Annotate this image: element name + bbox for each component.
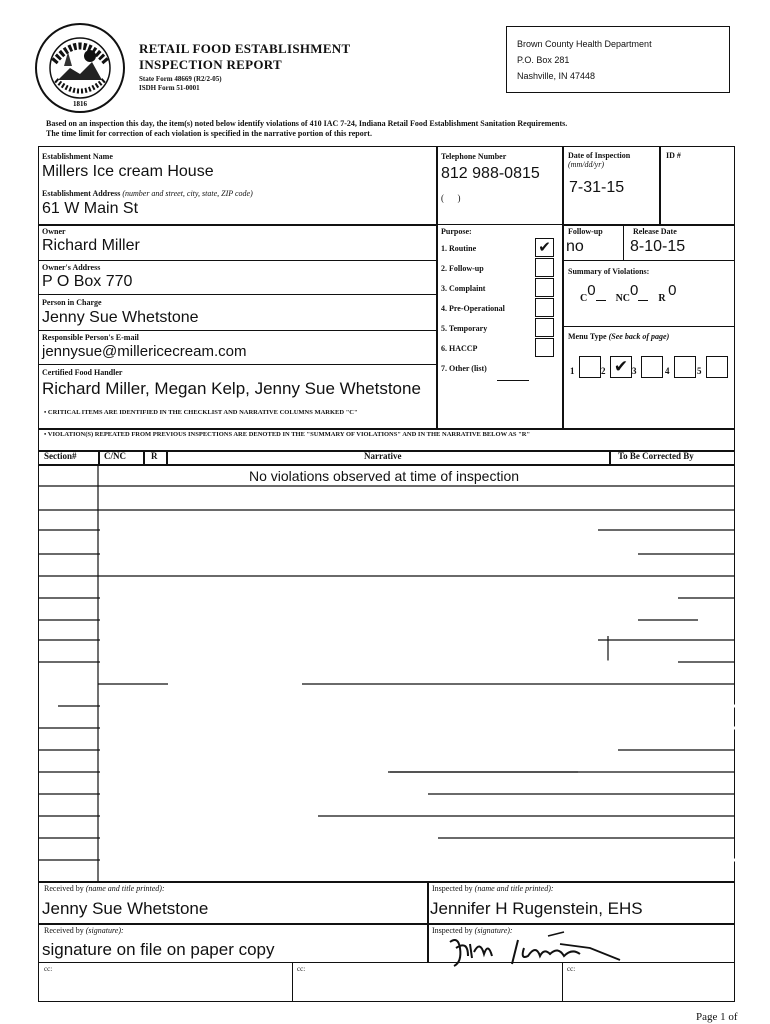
inspected-by-hint: (name and title printed): (474, 884, 554, 893)
establishment-name-label: Establishment Name (42, 152, 113, 161)
col-section: Section# (44, 451, 77, 461)
repeat-count[interactable]: 0 (668, 282, 677, 299)
menu-type-number: 5 (697, 366, 702, 376)
menu-type-checkbox[interactable]: ✔ (610, 356, 632, 378)
critical-label: C (580, 293, 588, 304)
col-corrected-by: To Be Corrected By (618, 451, 694, 461)
intro-line-1: Based on an inspection this day, the item(s) noted below identify violations of 410 IAC 7-24, Indiana Retail Food Establishment Sanitation Requirements. (46, 119, 568, 128)
menu-type-label-wrap (568, 332, 669, 341)
dept-address-1: P.O. Box 281 (517, 55, 570, 65)
followup-label: Follow-up (568, 227, 603, 236)
menu-type-number: 4 (665, 366, 670, 376)
dept-address-2: Nashville, IN 47448 (517, 71, 596, 81)
report-title (139, 41, 350, 73)
repeat-label: R (658, 293, 666, 304)
menu-type-checkbox[interactable] (706, 356, 728, 378)
received-by-label-wrap (44, 884, 165, 893)
menu-type-number: 2 (601, 366, 606, 376)
narrative-rules (38, 466, 735, 882)
telephone-value[interactable]: 812 988-0815 (441, 165, 540, 182)
received-signature-label-wrap (44, 926, 124, 935)
followup-value[interactable]: no (566, 238, 584, 255)
col-cnc: C/NC (104, 451, 126, 461)
owner-value[interactable]: Richard Miller (42, 237, 140, 254)
page-number: Page 1 of (696, 1011, 738, 1023)
menu-type-checkbox[interactable] (641, 356, 663, 378)
noncritical-count[interactable]: 0 (630, 282, 639, 299)
inspected-by-label-wrap (432, 884, 554, 893)
cc-label-2: cc: (297, 965, 306, 973)
col-r: R (151, 451, 158, 461)
purpose-checkbox[interactable] (535, 258, 554, 277)
telephone-label: Telephone Number (441, 152, 507, 161)
form-numbers (139, 75, 222, 93)
inspector-name[interactable]: Jennifer H Rugenstein, EHS (430, 899, 643, 918)
inspected-signature-hint: (signature): (474, 926, 513, 935)
menu-type-hint: (See back of page) (608, 332, 670, 341)
purpose-item-label: 5. Temporary (441, 324, 488, 333)
establishment-name[interactable]: Millers Ice cream House (42, 163, 214, 180)
inspection-date-hint: (mm/dd/yr) (568, 160, 604, 169)
person-in-charge-label: Person in Charge (42, 298, 102, 307)
food-handler-label: Certified Food Handler (42, 368, 123, 377)
cc-label-1: cc: (44, 965, 53, 973)
owner-address-label: Owner's Address (42, 263, 101, 272)
establishment-address[interactable]: 61 W Main St (42, 200, 139, 217)
critical-count[interactable]: 0 (587, 282, 596, 299)
purpose-checkbox[interactable] (535, 318, 554, 337)
noncritical-label: NC (615, 293, 631, 304)
purpose-checkbox[interactable] (535, 298, 554, 317)
intro-line-2: The time limit for correction of each violation is specified in the narrative portion of this report. (46, 129, 372, 138)
purpose-checkbox[interactable] (535, 338, 554, 357)
purpose-item-label: 7. Other (list) (441, 364, 487, 373)
inspector-signature (440, 926, 640, 970)
received-by-hint: (name and title printed): (85, 884, 165, 893)
title-line-1: RETAIL FOOD ESTABLISHMENT (139, 41, 351, 56)
id-label: ID # (666, 151, 681, 160)
purpose-item-label: 3. Complaint (441, 284, 486, 293)
purpose-item-label: 4. Pre-Operational (441, 304, 505, 313)
purpose-item-label: 1. Routine (441, 244, 477, 253)
menu-type-checkbox[interactable] (579, 356, 601, 378)
menu-type-checkbox[interactable] (674, 356, 696, 378)
food-handler-value[interactable]: Richard Miller, Megan Kelp, Jenny Sue Whetstone (42, 379, 421, 398)
summary-counts (580, 282, 677, 305)
form-line-2: ISDH Form 51-0001 (139, 84, 200, 92)
release-date-value[interactable]: 8-10-15 (630, 238, 686, 255)
repeated-note: • VIOLATION(S) REPEATED FROM PREVIOUS INSPECTIONS ARE DENOTED IN THE "SUMMARY OF VIOLATIONS" AND IN THE NARRATIVE BELOW AS "R" (44, 431, 531, 438)
received-by-label: Received by (44, 884, 84, 893)
inspection-date-label: Date of Inspection (568, 151, 631, 160)
person-in-charge-value[interactable]: Jenny Sue Whetstone (42, 309, 199, 326)
purpose-item-label: 6. HACCP (441, 344, 478, 353)
owner-address-value[interactable]: P O Box 770 (42, 273, 133, 290)
establishment-address-label: Establishment Address (42, 189, 121, 198)
establishment-address-label-wrap (42, 189, 253, 198)
seal-year: 1816 (73, 100, 87, 108)
received-signature-label: Received by (44, 926, 84, 935)
state-seal (34, 22, 126, 114)
intro-text (46, 119, 567, 139)
critical-note: • CRITICAL ITEMS ARE IDENTIFIED IN THE CHECKLIST AND NARRATIVE COLUMNS MARKED "C" (44, 409, 358, 416)
release-date-label: Release Date (633, 227, 677, 236)
narrative-row-1[interactable]: No violations observed at time of inspection (249, 468, 520, 484)
menu-type-number: 1 (570, 366, 575, 376)
received-by-name[interactable]: Jenny Sue Whetstone (42, 899, 209, 918)
received-signature[interactable]: signature on file on paper copy (42, 940, 275, 959)
email-value[interactable]: jennysue@millericecream.com (42, 343, 247, 360)
purpose-checkbox[interactable] (535, 278, 554, 297)
menu-type-number: 3 (632, 366, 637, 376)
owner-label: Owner (42, 227, 66, 236)
purpose-label: Purpose: (441, 227, 472, 236)
health-department-box (506, 26, 730, 93)
establishment-address-hint: (number and street, city, state, ZIP code) (122, 189, 253, 198)
dept-name: Brown County Health Department (517, 39, 652, 49)
inspected-signature-label: Inspected by (432, 926, 473, 935)
title-line-2: INSPECTION REPORT (139, 57, 282, 72)
purpose-checkbox[interactable]: ✔ (535, 238, 554, 257)
menu-type-label: Menu Type (568, 332, 607, 341)
cc-label-3: cc: (567, 965, 576, 973)
inspected-by-label: Inspected by (432, 884, 473, 893)
inspection-date-value[interactable]: 7-31-15 (569, 179, 625, 196)
received-signature-hint: (signature): (85, 926, 124, 935)
email-label: Responsible Person's E-mail (42, 333, 139, 342)
telephone-second[interactable]: ( ) (441, 193, 461, 203)
col-narrative: Narrative (364, 451, 402, 461)
form-line-1: State Form 48669 (R2/2-05) (139, 75, 222, 83)
purpose-item-label: 2. Follow-up (441, 264, 484, 273)
summary-label: Summary of Violations: (568, 267, 650, 276)
